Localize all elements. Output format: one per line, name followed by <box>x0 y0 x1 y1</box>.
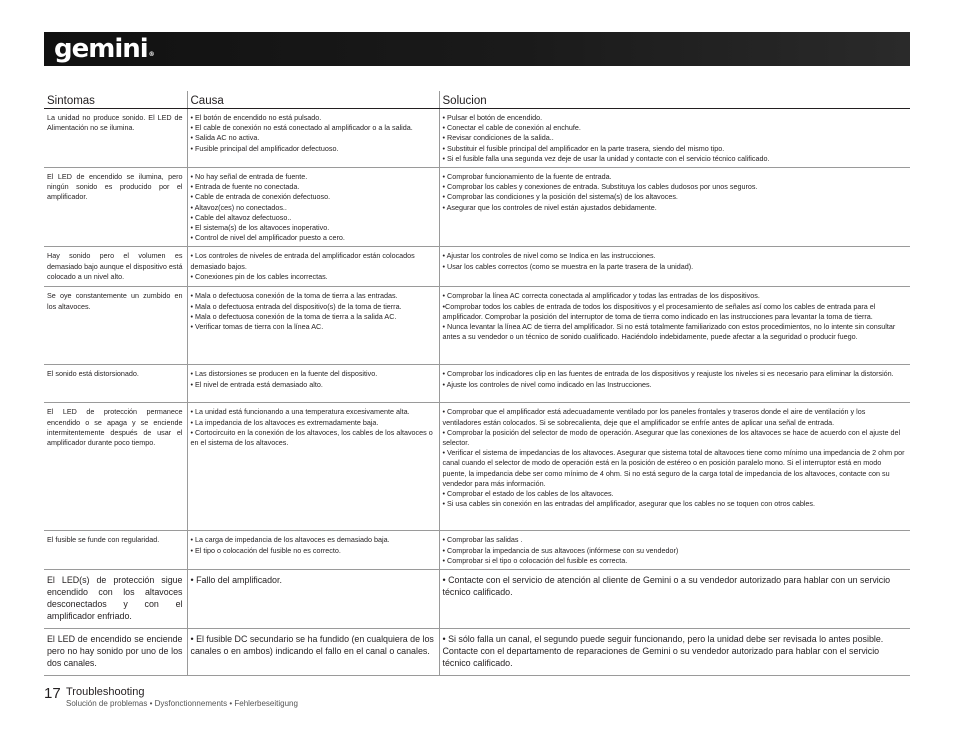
symptom-cell: El LED de encendido se enciende pero no hay sonido por uno de los dos canales. <box>44 629 187 676</box>
cause-cell <box>187 629 439 676</box>
cause-item: • La carga de impedancia de los altavoces es demasiado baja. <box>190 535 390 545</box>
solution-cell <box>439 287 910 365</box>
symptom-cell: El sonido está distorsionado. <box>44 365 187 403</box>
table-row <box>44 570 910 629</box>
solution-item: • Revisar condiciones de la salida.. <box>442 133 554 143</box>
table-row <box>44 247 910 287</box>
symptom-cell: La unidad no produce sonido. El LED de Alimentación no se ilumina. <box>44 109 187 168</box>
table-header-row <box>44 91 910 109</box>
solution-cell <box>439 629 910 676</box>
cause-item: • Las distorsiones se producen en la fuente del dispositivo. <box>190 369 378 379</box>
cause-cell <box>187 403 439 531</box>
cause-cell <box>187 531 439 570</box>
solution-item: • Si usa cables sin conexión en las entradas del amplificador, asegurar que los cables no se toquen con otros cables. <box>442 499 815 509</box>
solution-cell <box>439 531 910 570</box>
cause-cell <box>187 109 439 168</box>
symptom-cell: El LED de protección permanece encendido o se apaga y se enciende intermitentemente después de usar el amplificador durante poco tiempo. <box>44 403 187 531</box>
cause-item: • No hay señal de entrada de fuente. <box>190 172 308 182</box>
cause-item: • Altavoz(ces) no conectados.. <box>190 202 287 212</box>
solution-item: • Usar los cables correctos (como se muestra en la parte trasera de la unidad). <box>442 261 694 271</box>
solution-cell <box>439 570 910 629</box>
header-bar <box>44 32 910 66</box>
troubleshooting-table <box>44 91 910 676</box>
solution-item: • Comprobar los indicadores clip en las fuentes de entrada de los dispositivos y reajuste los niveles si es necesario para eliminar la distorsión. <box>442 369 894 379</box>
cause-item: • Control de nivel del amplificador puesto a cero. <box>190 233 345 243</box>
solution-item: • Comprobar el estado de los cables de los altavoces. <box>442 489 614 499</box>
cause-item: • El sistema(s) de los altavoces inoperativo. <box>190 223 330 233</box>
solution-cell <box>439 109 910 168</box>
cause-item: • Fallo del amplificador. <box>190 575 282 586</box>
column-header-solution: Solucion <box>439 91 910 109</box>
cause-item: • Mala o defectuosa conexión de la toma de tierra a la salida AC. <box>190 311 397 321</box>
cause-item: • El tipo o colocación del fusible no es correcto. <box>190 545 341 555</box>
page-number: 17 <box>44 685 61 702</box>
cause-item: • La unidad está funcionando a una temperatura excesivamente alta. <box>190 407 410 417</box>
solution-item: • Ajustar los controles de nivel como se Indica en las instrucciones. <box>442 251 656 261</box>
cause-cell <box>187 287 439 365</box>
column-header-cause: Causa <box>187 91 439 109</box>
cause-item: • Cortocircuito en la conexión de los altavoces, los cables de los altavoces o en el sistema de los altavoces. <box>190 427 433 448</box>
solution-item: • Comprobar funcionamiento de la fuente de entrada. <box>442 172 612 182</box>
cause-cell <box>187 570 439 629</box>
cause-item: • Mala o defectuosa entrada del dispositivo(s) de la toma de tierra. <box>190 301 402 311</box>
solution-item: • Nunca levantar la línea AC de tierra del amplificador. Si no está totalmente familiarizado con estos procedimientos, no lo intente sin consultar antes a su vendedor o un técnico de sonido cualificado. Haciéndolo indebidamente, puede afectar a la seguridad o producir fuego. <box>442 322 896 342</box>
solution-cell <box>439 247 910 287</box>
footer-title: Troubleshooting <box>66 686 145 698</box>
table-row <box>44 168 910 247</box>
cause-item: • Fusible principal del amplificador defectuoso. <box>190 143 339 153</box>
cause-item: • Mala o defectuosa conexión de la toma de tierra a las entradas. <box>190 291 398 301</box>
solution-item: • Si sólo falla un canal, el segundo puede seguir funcionando, pero la unidad debe ser revisada lo antes posible. Contacte con el departamento de reparaciones de Gemini o su vendedor autorizado para hablar con el servicio técnico calificado. <box>442 634 884 669</box>
solution-item: • Asegurar que los controles de nivel están ajustados debidamente. <box>442 202 657 212</box>
cause-cell <box>187 247 439 287</box>
cause-item: • El fusible DC secundario se ha fundido (en cualquiera de los canales o en ambos) indicando el fallo en el canal o canales. <box>190 634 434 657</box>
table-row <box>44 531 910 570</box>
cause-item: • Cable de entrada de conexión defectuoso. <box>190 192 331 202</box>
solution-item: • Comprobar los cables y conexiones de entrada. Substituya los cables dudosos por unos seguros. <box>442 182 758 192</box>
cause-item: • Cable del altavoz defectuoso.. <box>190 212 292 222</box>
cause-item: • La impedancia de los altavoces es extremadamente baja. <box>190 417 379 427</box>
solution-item: • Ajuste los controles de nivel como indicado en las Instrucciones. <box>442 379 652 389</box>
solution-item: • Comprobar la posición del selector de modo de operación. Asegurar que las conexiones de los altavoces se hace de acuerdo con el ajuste del selector. <box>442 427 901 448</box>
solution-cell <box>439 168 910 247</box>
table-row <box>44 287 910 365</box>
solution-item: • Verificar el sistema de impedancias de los altavoces. Asegurar que sistema total de altavoces tiene como mínimo una impedancia de 2 ohm por canal cuando el selector de modo de operación está en la posición de estéreo o en posición paralelo mono. Si el interruptor está en modo puente, la impedancia debe ser como mínimo de 4 ohm. Si no está seguro de la carga total de impedancia de los altavoces, contacte con su vendedor para más información. <box>442 448 905 488</box>
cause-item: • Salida AC no activa. <box>190 133 260 143</box>
solution-item: • Comprobar si el tipo o colocación del fusible es correcta. <box>442 555 628 565</box>
solution-item: • Comprobar las salidas . <box>442 535 523 545</box>
table-row <box>44 365 910 403</box>
table-row <box>44 109 910 168</box>
cause-item: • El cable de conexión no está conectado al amplificador o a la salida. <box>190 123 413 133</box>
solution-item: • Contacte con el servicio de atención al cliente de Gemini o a su vendedor autorizado para hablar con un servicio técnico calificado. <box>442 575 891 598</box>
solution-item: • Comprobar la impedancia de sus altavoces (infórmese con su vendedor) <box>442 545 679 555</box>
solution-cell <box>439 365 910 403</box>
cause-item: • El botón de encendido no está pulsado. <box>190 113 322 122</box>
solution-item: • Substituir el fusible principal del amplificador en la parte trasera, siendo del mismo tipo. <box>442 143 725 153</box>
cause-item: • Conexiones pin de los cables incorrectas. <box>190 271 328 281</box>
solution-item: • Comprobar que el amplificador está adecuadamente ventilado por los paneles frontales y traseros donde el aire de ventilación y los ventiladores están colocados. Si se sobrecalienta, deje que el amplificador se enfríe antes de aplicar una señal de entrada. <box>442 407 866 427</box>
symptom-cell: Se oye constantemente un zumbido en los altavoces. <box>44 287 187 365</box>
cause-item: • Los controles de niveles de entrada del amplificador están colocados demasiado bajos. <box>190 251 415 271</box>
solution-item: • Si el fusible falla una segunda vez deje de usar la unidad y contacte con el servicio técnico calificado. <box>442 153 770 163</box>
column-header-symptoms: Sintomas <box>44 91 187 109</box>
solution-cell <box>439 403 910 531</box>
symptom-cell: Hay sonido pero el volumen es demasiado bajo aunque el dispositivo está colocado a un nivel alto. <box>44 247 187 287</box>
cause-cell <box>187 168 439 247</box>
symptom-cell: El fusible se funde con regularidad. <box>44 531 187 570</box>
solution-item: • Comprobar la línea AC correcta conectada al amplificador y todas las entradas de los dispositivos. <box>442 291 760 301</box>
cause-item: • Entrada de fuente no conectada. <box>190 182 300 192</box>
footer-subtitle: Solución de problemas • Dysfonctionnements • Fehlerbeseitigung <box>66 699 298 708</box>
table-row <box>44 629 910 676</box>
symptom-cell: El LED(s) de protección sigue encendido con los altavoces desconectados y con el amplificador enfriado. <box>44 570 187 629</box>
symptom-cell: El LED de encendido se ilumina, pero ningún sonido es producido por el amplificador. <box>44 168 187 247</box>
cause-item: • El nivel de entrada está demasiado alto. <box>190 379 323 389</box>
solution-item: • Conectar el cable de conexión al enchufe. <box>442 123 581 133</box>
table-row <box>44 403 910 531</box>
gemini-logo: gemini® <box>54 34 155 64</box>
cause-item: • Verificar tomas de tierra con la línea AC. <box>190 322 324 332</box>
cause-cell <box>187 365 439 403</box>
solution-item: • Comprobar las condiciones y la posición del sistema(s) de los altavoces. <box>442 192 678 202</box>
solution-item: •Comprobar todos los cables de entrada de todos los dispositivos y el procesamiento de señales así como los cables de entrada para el amplificador. Comprobar la posición del interruptor de toma de tierra como indicado en las instrucciones para levantar la toma de tierra. <box>442 301 876 321</box>
solution-item: • Pulsar el botón de encendido. <box>442 113 543 122</box>
